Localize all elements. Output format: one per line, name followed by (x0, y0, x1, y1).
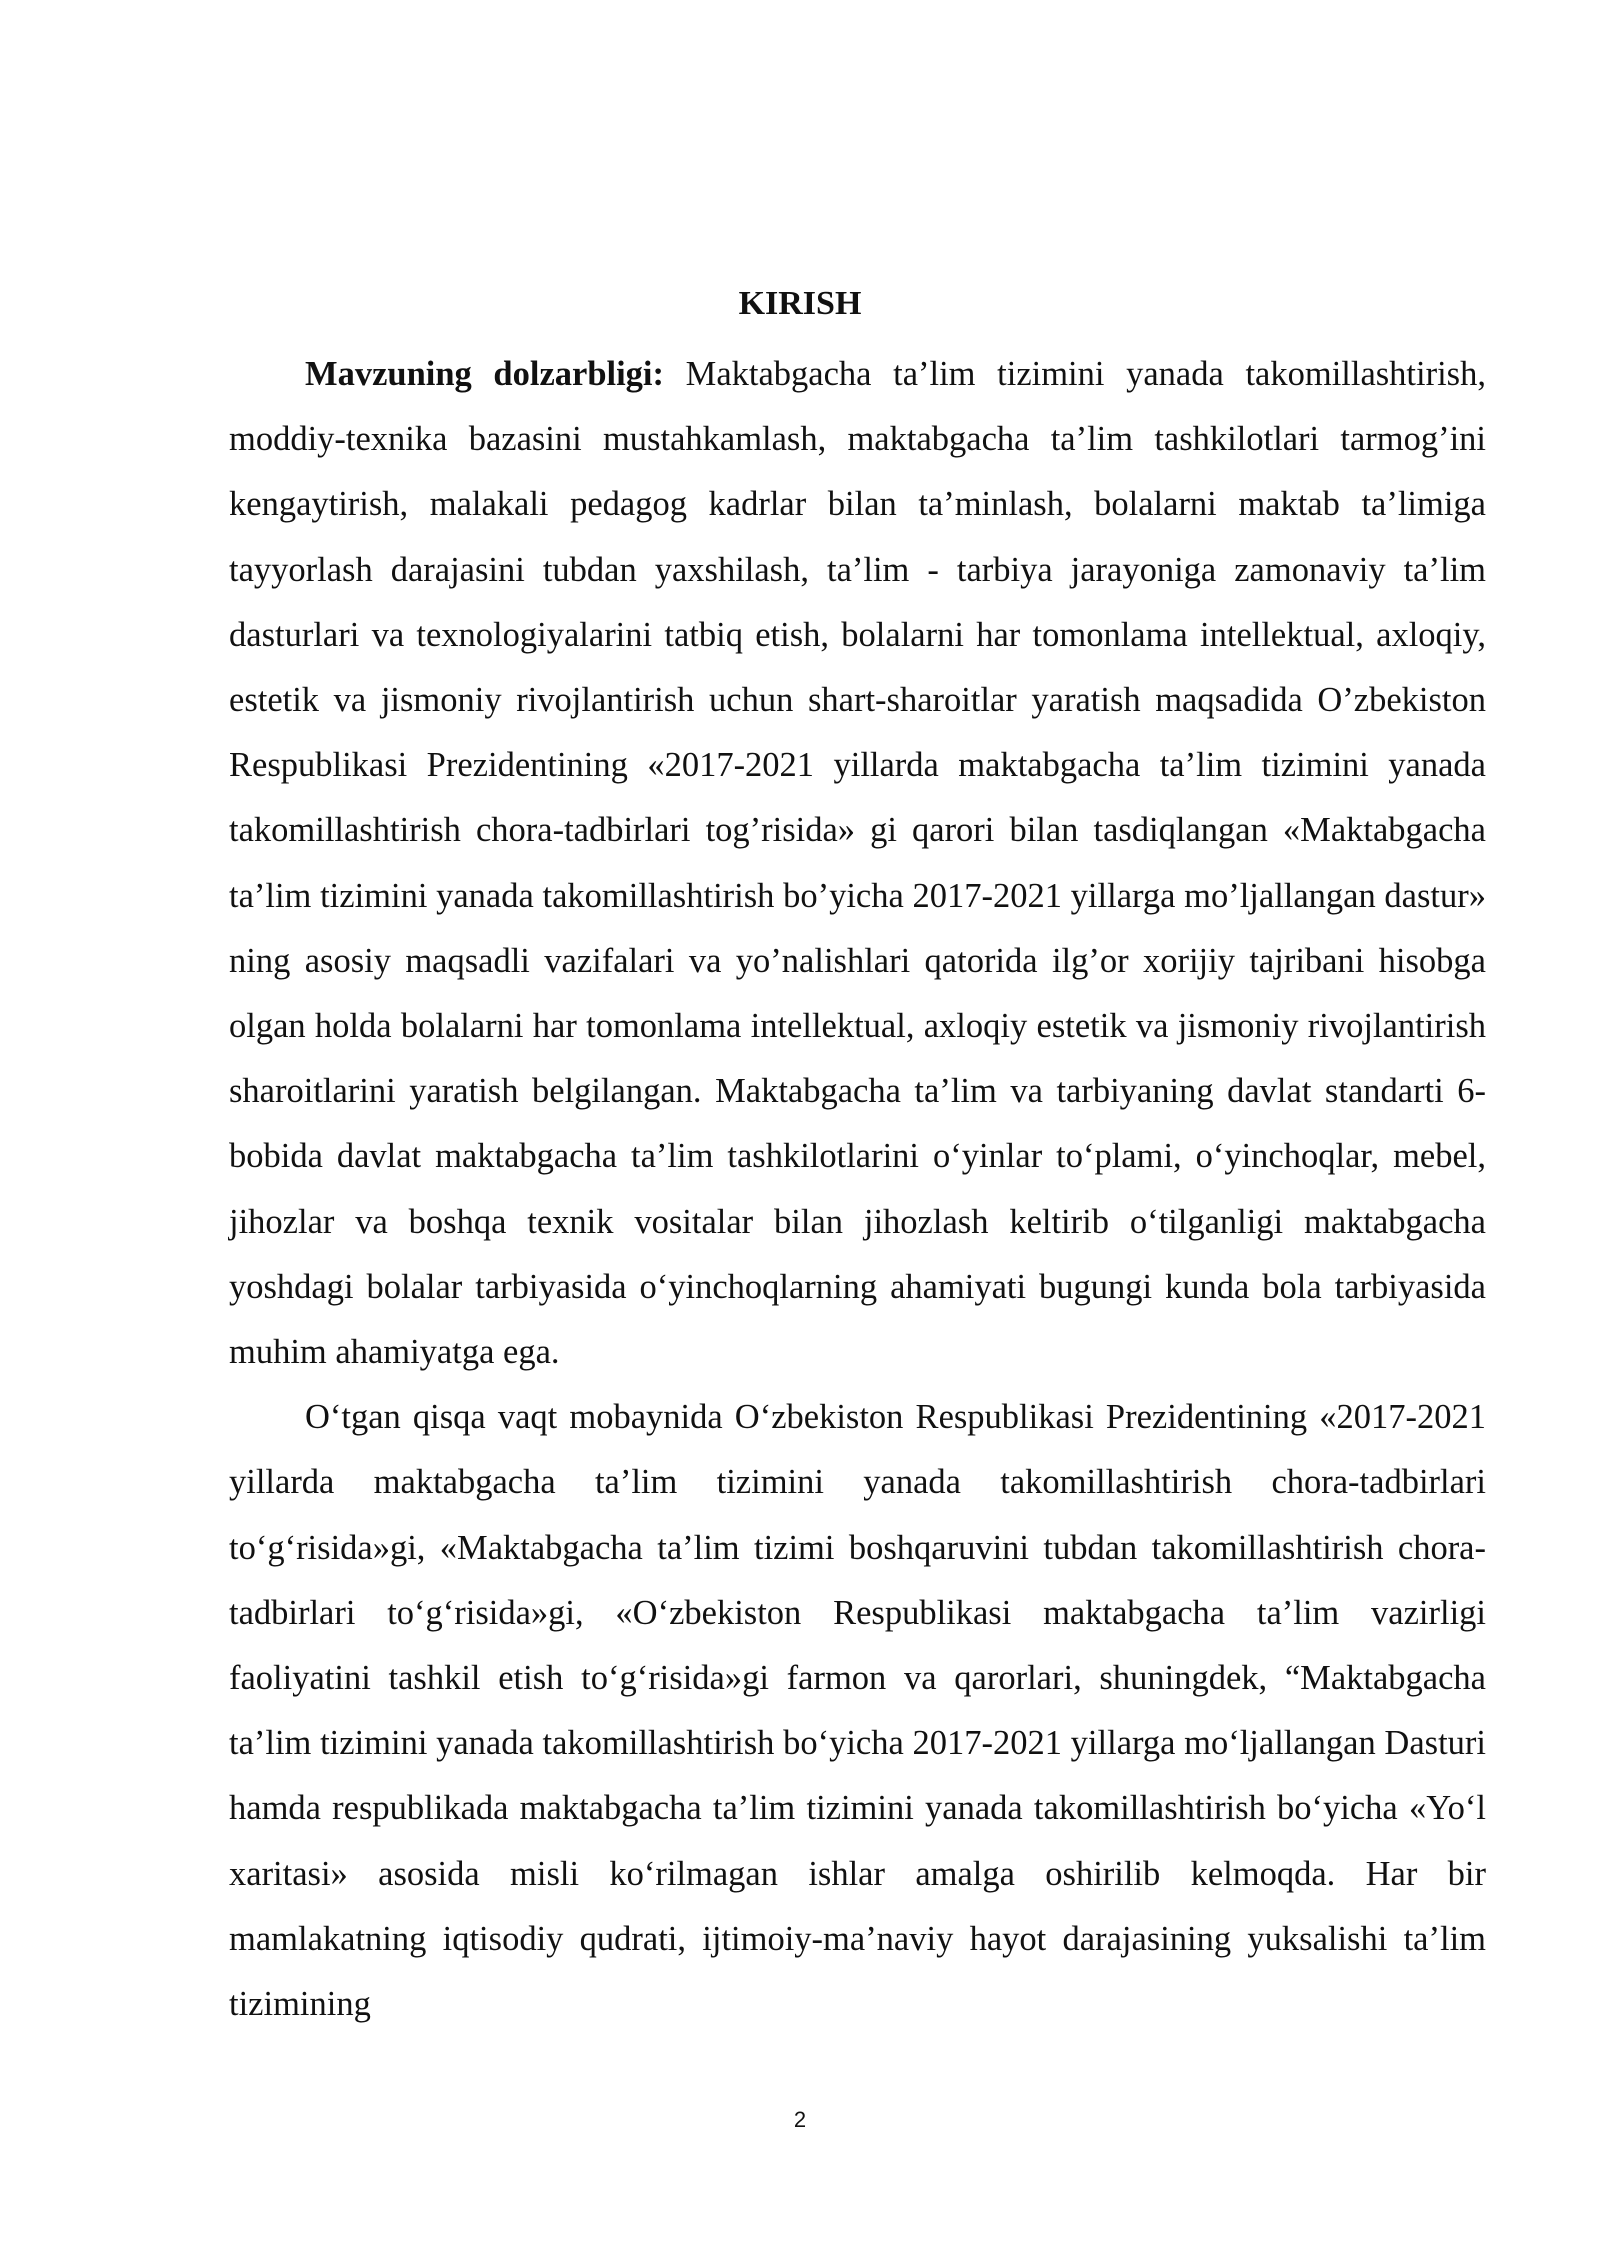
paragraph-lead: Mavzuning dolzarbligi: (305, 355, 664, 393)
paragraph-text: O‘tgan qisqa vaqt mobaynida O‘zbekiston Respublikasi Prezidentining «2017-2021 yillarda maktabgacha ta’lim tizimini yanada takomillashtirish chora-tadbirlari to‘g‘risida»gi, «Maktabgacha ta’lim tizimi boshqaruvini tubdan takomillashtirish chora-tadbirlari to‘g‘risida»gi, «O‘zbekiston Respublikasi maktabgacha ta’lim vazirligi faoliyatini tashkil etish to‘g‘risida»gi farmon va qarorlari, shuningdek, “Maktabgacha ta’lim tizimini yanada takomillashtirish bo‘yicha 2017-2021 yillarga mo‘ljallangan Dasturi hamda respublikada maktabgacha ta’lim tizimini yanada takomillashtirish bo‘yicha «Yo‘l xaritasi» asosida misli ko‘rilmagan ishlar amalga oshirilib kelmoqda. Har bir mamlakatning iqtisodiy qudrati, ijtimoiy-ma’naviy hayot darajasining yuksalishi ta’lim tizimining (229, 1398, 1486, 2024)
paragraph-relevance (229, 342, 1486, 1385)
page-number: 2 (793, 2107, 807, 2132)
paragraph-progress (229, 1385, 1486, 2037)
section-heading: KIRISH (738, 285, 862, 322)
paragraph-text: Maktabgacha ta’lim tizimini yanada takomillashtirish, moddiy-texnika bazasini mustahkamlash, maktabgacha ta’lim tashkilotlari tarmog’ini kengaytirish, malakali pedagog kadrlar bilan ta’minlash, bolalarni maktab ta’limiga tayyorlash darajasini tubdan yaxshilash, ta’lim - tarbiya jarayoniga zamonaviy ta’lim dasturlari va texnologiyalarini tatbiq etish, bolalarni har tomonlama intellektual, axloqiy, estetik va jismoniy rivojlantirish uchun shart-sharoitlar yaratish maqsadida O’zbekiston Respublikasi Prezidentining «2017-2021 yillarda maktabgacha ta’lim tizimini yanada takomillashtirish chora-tadbirlari tog’risida» gi qarori bilan tasdiqlangan «Maktabgacha ta’lim tizimini yanada takomillashtirish bo’yicha 2017-2021 yillarga mo’ljallangan dastur» ning asosiy maqsadli vazifalari va yo’nalishlari qatorida ilg’or xorijiy tajribani hisobga olgan holda bolalarni har tomonlama intellektual, axloqiy estetik va jismoniy rivojlantirish sharoitlarini yaratish belgilangan. Maktabgacha ta’lim va tarbiyaning davlat standarti 6-bobida davlat maktabgacha ta’lim tashkilotlarini o‘yinlar to‘plami, o‘yinchoqlar, mebel, jihozlar va boshqa texnik vositalar bilan jihozlash keltirib o‘tilganligi maktabgacha yoshdagi bolalar tarbiyasida o‘yinchoqlarning ahamiyati bugungi kunda bola tarbiyasida muhim ahamiyatga ega. (229, 355, 1486, 1372)
body-text (229, 342, 1486, 2037)
